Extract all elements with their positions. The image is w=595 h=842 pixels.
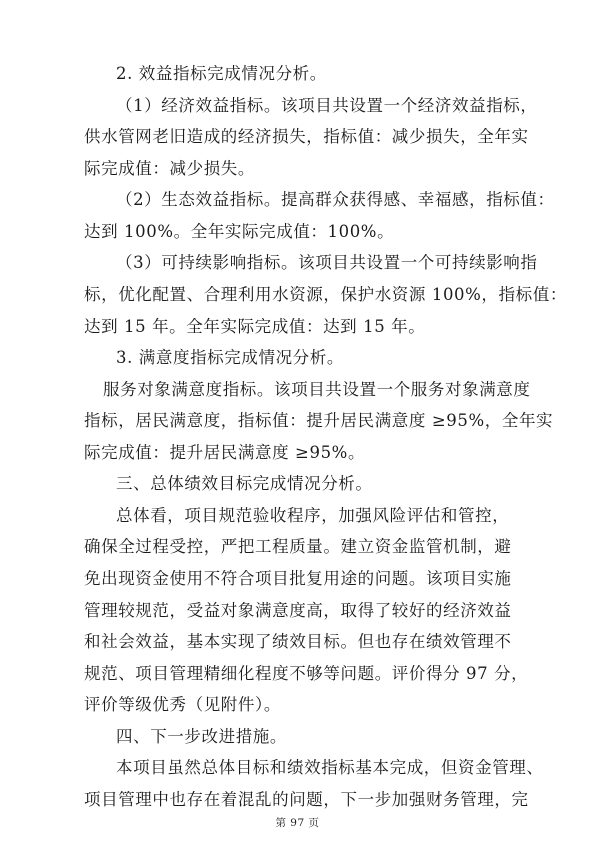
page-number: 第 97 页 bbox=[275, 817, 320, 829]
paragraph-line: （2）生态效益指标。提高群众获得感、幸福感，指标值： bbox=[116, 190, 555, 210]
paragraph-line: 项目管理中也存在着混乱的问题，下一步加强财务管理，完 bbox=[84, 790, 529, 809]
paragraph-line: 免出现资金使用不符合项目批复用途的问题。该项目实施 bbox=[84, 569, 512, 589]
paragraph-line: 达到 100%。全年实际完成值：100%。 bbox=[84, 221, 395, 241]
paragraph-line: 和社会效益，基本实现了绩效目标。但也存在绩效管理不 bbox=[84, 632, 512, 652]
paragraph-line: （1）经济效益指标。该项目共设置一个经济效益指标， bbox=[116, 95, 538, 115]
section-heading-overall: 三、总体绩效目标完成情况分析。 bbox=[116, 474, 373, 494]
paragraph-line: 际完成值：减少损失。 bbox=[84, 158, 255, 178]
paragraph-line: 管理较规范，受益对象满意度高，取得了较好的经济效益 bbox=[84, 600, 512, 620]
paragraph-line: 供水管网老旧造成的经济损失，指标值：减少损失，全年实 bbox=[84, 127, 529, 147]
section-heading-benefit: 2. 效益指标完成情况分析。 bbox=[116, 64, 327, 83]
paragraph-line: 达到 15 年。全年实际完成值：达到 15 年。 bbox=[84, 316, 426, 336]
paragraph-line: 际完成值：提升居民满意度 ≥95%。 bbox=[84, 442, 366, 462]
paragraph-line: （3）可持续影响指标。该项目共设置一个可持续影响指 bbox=[116, 253, 538, 273]
paragraph-line: 总体看，项目规范验收程序，加强风险评估和管控， bbox=[116, 505, 510, 525]
paragraph-line: 指标，居民满意度，指标值：提升居民满意度 ≥95%，全年实 bbox=[84, 411, 554, 431]
paragraph-line: 服务对象满意度指标。该项目共设置一个服务对象满意度 bbox=[103, 379, 531, 399]
paragraph-line: 评价等级优秀（见附件）。 bbox=[84, 695, 281, 715]
section-heading-satisfaction: 3. 满意度指标完成情况分析。 bbox=[116, 348, 344, 368]
section-heading-improvement: 四、下一步改进措施。 bbox=[116, 726, 287, 746]
paragraph-line: 确保全过程受控，严把工程质量。建立资金监管机制，避 bbox=[84, 537, 512, 557]
paragraph-line: 本项目虽然总体目标和绩效指标基本完成，但资金管理、 bbox=[116, 758, 544, 778]
paragraph-line: 规范、项目管理精细化程度不够等问题。评价得分 97 分， bbox=[84, 663, 529, 683]
paragraph-line: 标，优化配置、合理利用水资源，保护水资源 100%，指标值： bbox=[84, 284, 567, 304]
